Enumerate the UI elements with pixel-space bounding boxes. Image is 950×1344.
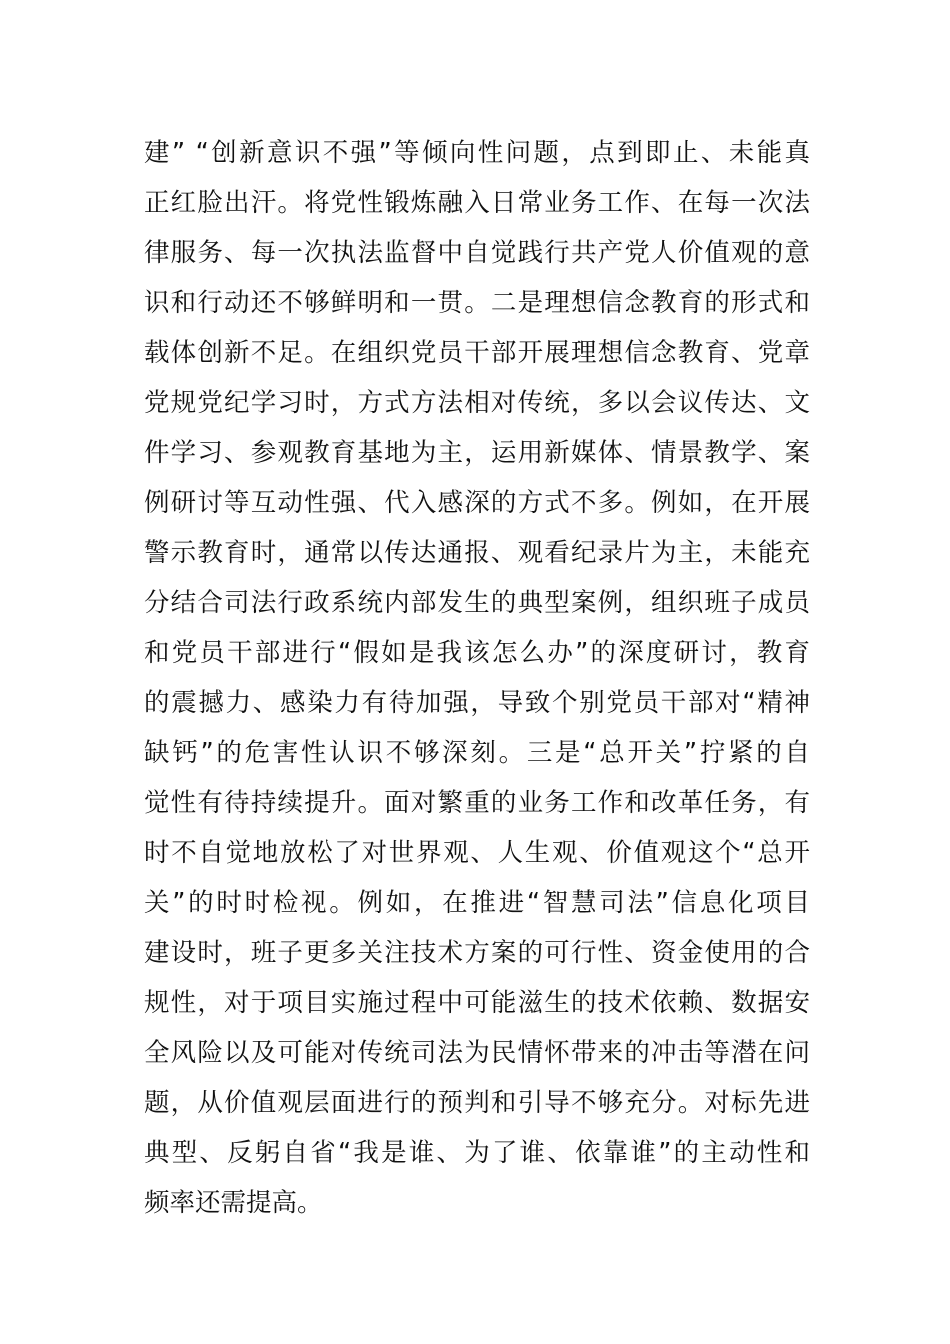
text-line: 建设时，班子更多关注技术方案的可行性、资金使用的合 [144, 938, 810, 968]
text-line: 的震撼力、感染力有待加强，导致个别党员干部对“精神 [144, 688, 810, 718]
text-line: 识和行动还不够鲜明和一贯。二是理想信念教育的形式和 [144, 288, 810, 318]
text-line: 题，从价值观层面进行的预判和引导不够充分。对标先进 [144, 1088, 810, 1118]
text-line: 典型、反躬自省“我是谁、为了谁、依靠谁”的主动性和 [144, 1138, 810, 1168]
text-line: 分结合司法行政系统内部发生的典型案例，组织班子成员 [144, 588, 810, 618]
text-line: 警示教育时，通常以传达通报、观看纪录片为主，未能充 [144, 538, 810, 568]
text-line: 建” “创新意识不强”等倾向性问题，点到即止、未能真 [144, 138, 810, 168]
text-line: 载体创新不足。在组织党员干部开展理想信念教育、党章 [144, 338, 810, 368]
text-line: 缺钙”的危害性认识不够深刻。三是“总开关”拧紧的自 [144, 738, 810, 768]
text-line: 正红脸出汗。将党性锻炼融入日常业务工作、在每一次法 [144, 188, 810, 218]
text-line: 例研讨等互动性强、代入感深的方式不多。例如，在开展 [144, 488, 810, 518]
text-line: 和党员干部进行“假如是我该怎么办”的深度研讨，教育 [144, 638, 810, 668]
body-paragraph [144, 128, 810, 1228]
text-line: 党规党纪学习时，方式方法相对传统，多以会议传达、文 [144, 388, 810, 418]
text-line: 觉性有待持续提升。面对繁重的业务工作和改革任务，有 [144, 788, 810, 818]
text-line: 关”的时时检视。例如，在推进“智慧司法”信息化项目 [144, 888, 810, 918]
text-line: 律服务、每一次执法监督中自觉践行共产党人价值观的意 [144, 238, 810, 268]
text-line: 全风险以及可能对传统司法为民情怀带来的冲击等潜在问 [144, 1038, 810, 1068]
text-line: 时不自觉地放松了对世界观、人生观、价值观这个“总开 [144, 838, 810, 868]
text-line: 件学习、参观教育基地为主，运用新媒体、情景教学、案 [144, 438, 810, 468]
text-line: 规性，对于项目实施过程中可能滋生的技术依赖、数据安 [144, 988, 810, 1018]
text-line-last: 频率还需提高。 [144, 1188, 323, 1218]
